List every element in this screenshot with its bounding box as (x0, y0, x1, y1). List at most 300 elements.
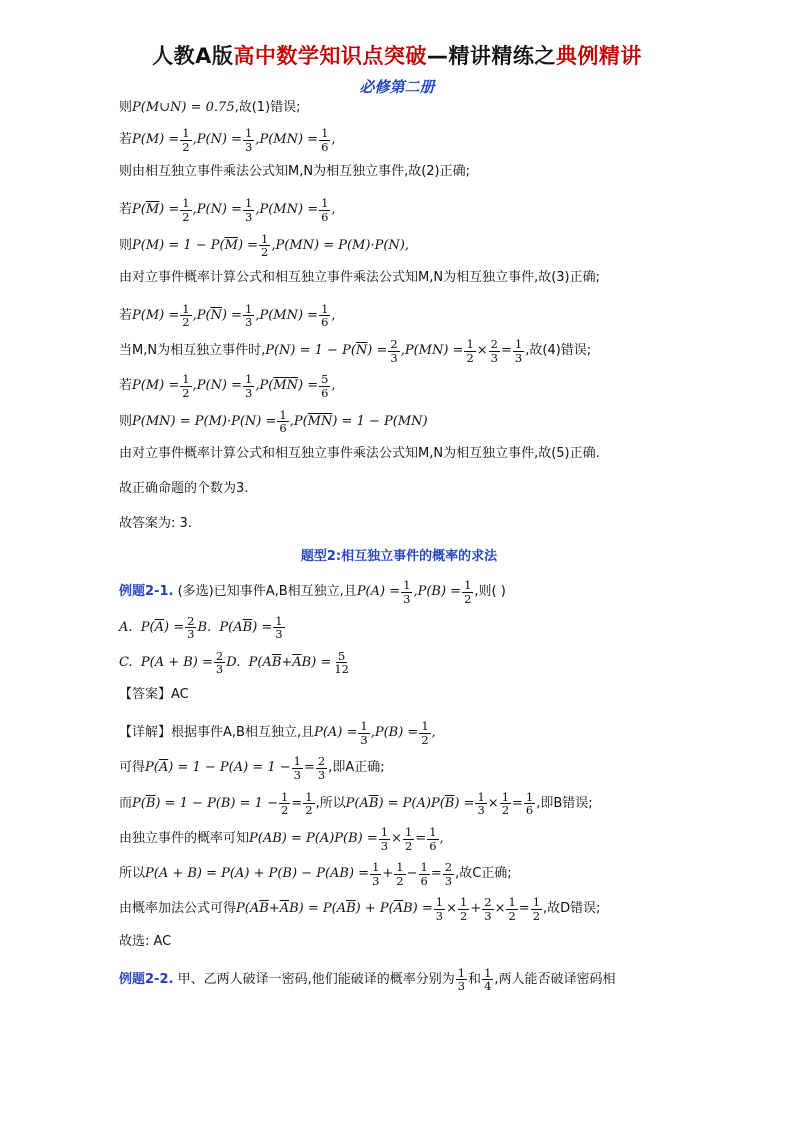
fraction (458, 896, 469, 922)
fraction (379, 826, 390, 852)
fraction (303, 791, 314, 817)
text: , (331, 132, 336, 148)
text: 则由相互独立事件乘法公式知M,N为相互独立事件,故(2)正确; (119, 164, 471, 180)
fraction (506, 896, 517, 922)
denominator: 2 (280, 803, 289, 818)
detail-line (119, 791, 679, 817)
text: 若 (119, 202, 133, 218)
text: 若 (119, 132, 133, 148)
formula: P(A (219, 619, 243, 635)
fraction (489, 338, 500, 364)
text: 由对立事件概率计算公式和相互独立事件乘法公式知M,N为相互独立事件,故(5)正确. (119, 445, 600, 461)
formula: B) = P(A (289, 901, 347, 917)
denominator: 3 (484, 909, 492, 924)
header-title-series: 典例精讲 (555, 44, 642, 68)
example-label: 例题2-2. (119, 971, 174, 987)
denominator: 2 (501, 803, 510, 818)
text: 而 (119, 795, 133, 811)
numerator: 1 (245, 372, 253, 387)
overlined-symbol: $\overline{MN}$ (273, 378, 298, 394)
fraction (319, 127, 330, 153)
numerator: 2 (215, 648, 224, 663)
fraction (513, 338, 524, 364)
formula: P( (145, 760, 159, 776)
text-line (119, 444, 679, 464)
numerator: 1 (501, 789, 510, 804)
fraction (185, 615, 196, 641)
formula: P(A (345, 795, 369, 811)
text: , (331, 378, 336, 394)
fraction (180, 373, 191, 399)
options-line (119, 650, 679, 676)
formula: ,P(B) = (370, 725, 419, 741)
numerator: 1 (305, 789, 313, 804)
text-line (119, 233, 679, 259)
text-line (119, 479, 679, 499)
formula: ,P( (289, 413, 308, 429)
denominator: 3 (490, 350, 498, 365)
denominator: 3 (444, 873, 453, 888)
formula: ) = (221, 307, 243, 323)
fraction (475, 791, 486, 817)
numerator: 1 (261, 231, 269, 246)
operator: + (382, 866, 394, 882)
fraction (277, 409, 288, 435)
formula: ) = (237, 237, 259, 253)
fraction (427, 826, 438, 852)
numerator: 1 (532, 895, 541, 910)
denominator: 2 (405, 838, 413, 853)
answer: 【答案】AC (119, 686, 189, 702)
detail-line (119, 720, 679, 746)
formula: ,P(N) = (192, 132, 243, 148)
denominator: 6 (321, 386, 329, 401)
fraction (358, 720, 369, 746)
text-line (119, 98, 679, 118)
denominator: 3 (514, 350, 523, 365)
answer-line (119, 685, 679, 705)
overlined-symbol: $\overline{MN}$ (307, 413, 333, 429)
denominator: 6 (429, 838, 437, 853)
text: 由对立事件概率计算公式和相互独立事件乘法公式知M,N为相互独立事件,故(3)正确; (119, 269, 601, 285)
overlined-symbol: $\overline{M}$ (145, 202, 160, 218)
operator: − (406, 866, 418, 882)
numerator: 5 (337, 648, 346, 663)
detail-line (119, 861, 679, 887)
operator: × (494, 901, 506, 917)
formula: P( (132, 795, 146, 811)
formula: ) = (159, 202, 180, 218)
denominator: 2 (508, 909, 516, 924)
numerator: 1 (321, 196, 329, 211)
numerator: 1 (508, 895, 516, 910)
fraction (259, 233, 270, 259)
formula: ,P(MN) = (255, 202, 319, 218)
numerator: 1 (420, 860, 428, 875)
text-line (119, 197, 679, 223)
denominator: 3 (477, 803, 485, 818)
fraction (524, 791, 535, 817)
denominator: 6 (321, 315, 329, 330)
fraction (180, 127, 191, 153)
numerator: 1 (460, 895, 468, 910)
text-line (119, 409, 679, 435)
formula: ,P(MN) = (255, 132, 319, 148)
denominator: 3 (390, 350, 398, 365)
fraction (243, 373, 254, 399)
fraction (456, 967, 467, 993)
numerator: 1 (477, 789, 485, 804)
overlined-symbol: $\overline{B}$ (368, 795, 379, 811)
formula: P(A + B) = (140, 654, 213, 670)
header-title-topic: 高中数学知识点突破 (233, 44, 427, 68)
overlined-symbol: $\overline{M}$ (224, 237, 238, 253)
numerator: 1 (457, 965, 466, 980)
detail-line (119, 755, 679, 781)
text: ,故(1)错误; (234, 99, 301, 115)
detail-line (119, 896, 679, 922)
text: 则 (119, 237, 133, 253)
fraction (401, 579, 412, 605)
formula: P(A) = (356, 584, 401, 600)
fraction (394, 861, 405, 887)
text-line (119, 514, 679, 534)
selection-line (119, 932, 679, 952)
numerator: 1 (321, 301, 329, 316)
text: (多选)已知事件A,B相互独立,且 (177, 584, 357, 600)
example-question (119, 579, 679, 605)
denominator: 3 (245, 139, 253, 154)
denominator: 6 (525, 803, 534, 818)
numerator: 1 (279, 407, 287, 422)
text: ,故C正确; (455, 866, 512, 882)
numerator: 1 (435, 895, 444, 910)
formula: P(A (248, 654, 272, 670)
denominator: 3 (245, 209, 253, 224)
numerator: 1 (403, 578, 411, 593)
numerator: 1 (182, 372, 190, 387)
overlined-symbol: $\overline{B}$ (346, 901, 356, 917)
operator: = (303, 760, 315, 776)
fraction (319, 197, 330, 223)
fraction (332, 650, 351, 676)
denominator: 4 (484, 979, 492, 994)
formula: P(A (236, 901, 260, 917)
section-title: 题型2:相互独立事件的概率的求法 (300, 548, 498, 564)
text: ,两人能否破译密码相 (494, 971, 616, 987)
operator: × (487, 795, 499, 811)
operator: × (476, 343, 488, 359)
selection: 故选: AC (119, 933, 172, 949)
denominator: 3 (245, 315, 253, 330)
fraction (180, 303, 191, 329)
numerator: 1 (464, 578, 472, 593)
formula: ,P(MN) = (255, 307, 319, 323)
formula: P(M) = 1 − P( (132, 237, 225, 253)
numerator: 1 (484, 965, 492, 980)
denominator: 2 (396, 873, 404, 888)
formula: P(M) = (132, 132, 180, 148)
overlined-symbol: $\overline{A}$ (279, 901, 290, 917)
overlined-symbol: $\overline{N}$ (355, 343, 368, 359)
numerator: 1 (245, 301, 253, 316)
formula: P(A + B) = P(A) + P(B) − P(AB) = (145, 866, 370, 882)
formula: ) = (367, 343, 388, 359)
text: 当M,N为相互独立事件时, (119, 343, 266, 359)
option-label-a: A. (119, 619, 133, 635)
fraction (292, 755, 303, 781)
fraction (434, 896, 445, 922)
option-label-c: C. (119, 654, 133, 670)
denominator: 2 (421, 732, 429, 747)
overlined-symbol: $\overline{A}$ (393, 901, 404, 917)
formula: ,P(N) = (192, 378, 243, 394)
detail-line (119, 826, 679, 852)
header-title-dash: —精讲精练之 (426, 44, 556, 68)
fraction (319, 373, 330, 399)
text: , (431, 725, 436, 741)
operator: × (391, 830, 402, 846)
text: 故答案为: 3. (119, 515, 192, 531)
operator: = (291, 795, 303, 811)
denominator: 2 (182, 139, 190, 154)
overlined-symbol: $\overline{B}$ (242, 619, 253, 635)
text: 【详解】根据事件A,B相互独立,且 (119, 725, 315, 741)
fraction (243, 127, 254, 153)
text: 则 (119, 413, 133, 429)
numerator: 1 (466, 337, 474, 352)
operator: + (281, 654, 293, 670)
fraction (482, 896, 493, 922)
denominator: 6 (279, 421, 287, 436)
operator: + (470, 901, 482, 917)
numerator: 5 (321, 372, 329, 387)
example-question (119, 967, 679, 993)
operator: = (512, 795, 523, 811)
fraction (462, 579, 473, 605)
fraction (279, 791, 290, 817)
text: ,故(4)错误; (525, 343, 592, 359)
numerator: 1 (396, 860, 404, 875)
example-label: 例题2-1. (119, 584, 174, 600)
text-line (119, 303, 679, 329)
text-line (119, 268, 679, 288)
fraction (243, 303, 254, 329)
formula: ) + P( (355, 901, 394, 917)
denominator: 3 (187, 627, 195, 642)
denominator: 2 (464, 591, 472, 606)
text-line (119, 373, 679, 399)
header-title (0, 40, 794, 70)
formula: B) = (403, 901, 433, 917)
denominator: 6 (420, 873, 428, 888)
fraction (403, 826, 414, 852)
text: 若 (119, 307, 133, 323)
denominator: 3 (360, 732, 368, 747)
numerator: 1 (421, 719, 429, 734)
text: ,则( ) (474, 584, 506, 600)
denominator: 3 (215, 662, 224, 677)
denominator: 6 (321, 209, 329, 224)
numerator: 1 (429, 824, 437, 839)
formula: P(AB) = P(A)P(B) = (249, 830, 378, 846)
fraction (370, 861, 381, 887)
numerator: 1 (182, 196, 190, 211)
text: ,所以 (315, 795, 346, 811)
denominator: 2 (261, 245, 269, 260)
text: 甲、乙两人破译一密码,他们能破译的概率分别为 (177, 971, 455, 987)
formula: ) = (454, 795, 475, 811)
numerator: 1 (275, 613, 283, 628)
text: 和 (468, 971, 482, 987)
fraction (180, 197, 191, 223)
operator: × (446, 901, 457, 917)
text: , (331, 307, 336, 323)
text: , (439, 830, 444, 846)
fraction (482, 967, 493, 993)
formula: ,P( (255, 378, 274, 394)
fraction (388, 338, 399, 364)
numerator: 1 (372, 860, 380, 875)
formula: ) = P(A)P( (378, 795, 445, 811)
fraction (419, 861, 430, 887)
operator: = (518, 901, 530, 917)
overlined-symbol: $\overline{A}$ (154, 619, 165, 635)
numerator: 2 (484, 895, 492, 910)
denominator: 3 (457, 979, 466, 994)
numerator: 1 (293, 754, 301, 769)
page-header (0, 40, 794, 97)
formula: ) = 1 − P(A) = 1 − (168, 760, 291, 776)
overlined-symbol: $\overline{A}$ (292, 654, 302, 670)
fraction (500, 791, 511, 817)
formula: P(A) = (314, 725, 358, 741)
numerator: 1 (514, 337, 523, 352)
formula: ,P(MN) = P(M)·P(N), (271, 237, 409, 253)
overlined-symbol: $\overline{B}$ (444, 795, 455, 811)
fraction (243, 197, 254, 223)
text: ,故D错误; (543, 901, 601, 917)
formula: ) = (297, 378, 319, 394)
formula: P(N) = 1 − P( (265, 343, 356, 359)
fraction (464, 338, 475, 364)
formula: P( (140, 619, 155, 635)
text: 可得 (119, 760, 146, 776)
formula: P(MN) = P(M)·P(N) = (132, 413, 277, 429)
text: 故正确命题的个数为3. (119, 480, 249, 496)
denominator: 2 (182, 386, 190, 401)
fraction (531, 896, 542, 922)
numerator: 2 (490, 337, 498, 352)
text: ,即A正确; (328, 760, 385, 776)
formula: P(M) = (132, 307, 180, 323)
fraction (319, 303, 330, 329)
formula: ,P(MN) = (400, 343, 464, 359)
denominator: 2 (466, 350, 474, 365)
numerator: 1 (182, 301, 190, 316)
header-title-edition: 人教A版 (152, 44, 234, 68)
denominator: 3 (245, 386, 253, 401)
numerator: 1 (405, 824, 413, 839)
text-line (119, 338, 679, 364)
denominator: 12 (334, 662, 349, 677)
formula: ) = (252, 619, 273, 635)
numerator: 1 (182, 126, 190, 140)
fraction (443, 861, 454, 887)
options-line (119, 615, 679, 641)
fraction (273, 615, 284, 641)
text-line (119, 127, 679, 153)
denominator: 3 (380, 838, 389, 853)
denominator: 3 (293, 767, 301, 782)
text: 由概率加法公式可得 (119, 901, 237, 917)
formula: P(M∪N) = 0.75 (132, 99, 235, 115)
formula: ,P( (192, 307, 211, 323)
formula: ) = (164, 619, 185, 635)
numerator: 2 (187, 613, 195, 628)
denominator: 2 (182, 209, 190, 224)
numerator: 2 (390, 337, 398, 352)
text-line (119, 162, 679, 182)
fraction (419, 720, 430, 746)
denominator: 3 (435, 909, 444, 924)
option-label-b: B. (197, 619, 212, 635)
denominator: 6 (321, 139, 329, 154)
text: 由独立事件的概率可知 (119, 830, 250, 846)
numerator: 1 (525, 789, 534, 804)
denominator: 3 (275, 627, 283, 642)
document-body (119, 98, 679, 1002)
operator: = (415, 830, 427, 846)
numerator: 2 (444, 860, 453, 875)
overlined-symbol: $\overline{B}$ (271, 654, 282, 670)
overlined-symbol: $\overline{B}$ (259, 901, 269, 917)
formula: ,P(B) = (413, 584, 462, 600)
text: ,即B错误; (536, 795, 593, 811)
formula: ) = 1 − P(B) = 1 − (155, 795, 278, 811)
operator: + (268, 901, 280, 917)
formula: B) = (301, 654, 332, 670)
option-label-d: D. (226, 654, 241, 670)
operator: = (430, 866, 442, 882)
numerator: 1 (245, 196, 253, 211)
denominator: 3 (403, 591, 411, 606)
denominator: 3 (317, 767, 326, 782)
overlined-symbol: $\overline{A}$ (158, 760, 169, 776)
numerator: 1 (280, 789, 289, 804)
formula: P(M) = (132, 378, 180, 394)
fraction (214, 650, 225, 676)
text: 若 (119, 378, 133, 394)
denominator: 3 (372, 873, 380, 888)
text: 所以 (119, 866, 146, 882)
denominator: 2 (532, 909, 541, 924)
numerator: 1 (245, 126, 253, 140)
denominator: 2 (460, 909, 468, 924)
formula: ) = 1 − P(MN) (332, 413, 428, 429)
text: , (331, 202, 336, 218)
fraction (316, 755, 327, 781)
denominator: 2 (305, 803, 313, 818)
denominator: 2 (182, 315, 190, 330)
header-subtitle: 必修第二册 (359, 78, 435, 96)
overlined-symbol: $\overline{B}$ (145, 795, 156, 811)
operator: = (501, 343, 512, 359)
numerator: 1 (321, 126, 329, 140)
formula: ,P(N) = (192, 202, 243, 218)
numerator: 1 (380, 824, 389, 839)
text: 则 (119, 99, 133, 115)
